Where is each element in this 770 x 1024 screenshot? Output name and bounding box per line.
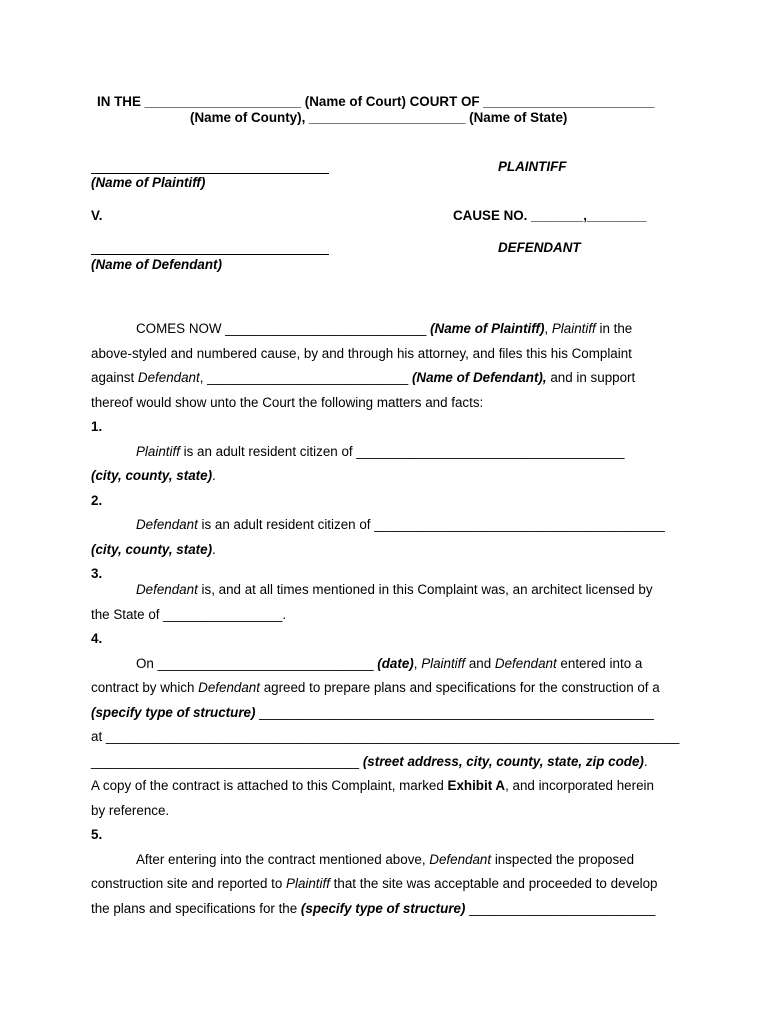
defendant-name-caption: (Name of Defendant) (91, 257, 222, 272)
defendant-name-line (91, 254, 329, 255)
court-caption-line-1: IN THE _____________________ (Name of Court) COURT OF _______________________ (97, 94, 655, 109)
section-4-line-3: (specify type of structure) _____________________________________________________ (91, 705, 654, 720)
section-number: 5. (91, 827, 103, 842)
section-1-line-2: (city, county, state). (91, 468, 216, 483)
intro-line-4: thereof would show unto the Court the following matters and facts: (91, 395, 484, 410)
plaintiff-name-line (91, 173, 329, 174)
section-number: 2. (91, 493, 103, 508)
section-5-line-3: the plans and specifications for the (specify type of structure) _________________________ (91, 901, 656, 916)
section-2-line-1: Defendant is an adult resident citizen of _______________________________________ (136, 517, 665, 532)
intro-line-3: against Defendant, ___________________________ (Name of Defendant), and in support (91, 370, 636, 385)
defendant-label: DEFENDANT (498, 240, 581, 255)
plaintiff-label: PLAINTIFF (498, 159, 567, 174)
intro-line-1: COMES NOW ___________________________ (Name of Plaintiff), Plaintiff in the (136, 321, 633, 336)
section-3-line-1: Defendant is, and at all times mentioned in this Complaint was, an architect licensed by (136, 582, 653, 597)
section-2-line-2: (city, county, state). (91, 542, 216, 557)
cause-number: CAUSE NO. _______,________ (453, 208, 647, 223)
section-3-line-2: the State of ________________. (91, 607, 287, 622)
intro-line-2: above-styled and numbered cause, by and through his attorney, and files this his Complaint (91, 346, 632, 361)
court-caption-line-2: (Name of County), _____________________ (Name of State) (190, 110, 568, 125)
section-4-line-6: A copy of the contract is attached to this Complaint, marked Exhibit A, and incorporated herein (91, 778, 654, 793)
section-5-line-2: construction site and reported to Plaintiff that the site was acceptable and proceeded to develop (91, 876, 658, 891)
versus: V. (91, 208, 103, 223)
section-number: 3. (91, 566, 103, 581)
section-4-line-1: On _____________________________ (date), Plaintiff and Defendant entered into a (136, 656, 643, 671)
section-4-line-7: by reference. (91, 803, 170, 818)
section-4-line-4: at _____________________________________________________________________________ (91, 729, 680, 744)
section-1-line-1: Plaintiff is an adult resident citizen of ____________________________________ (136, 444, 625, 459)
section-5-line-1: After entering into the contract mentioned above, Defendant inspected the proposed (136, 852, 635, 867)
section-4-line-2: contract by which Defendant agreed to prepare plans and specifications for the construction of a (91, 680, 660, 695)
section-4-line-5: ____________________________________ (street address, city, county, state, zip code). (91, 754, 648, 769)
plaintiff-name-caption: (Name of Plaintiff) (91, 175, 206, 190)
section-number: 4. (91, 631, 103, 646)
section-number: 1. (91, 419, 103, 434)
